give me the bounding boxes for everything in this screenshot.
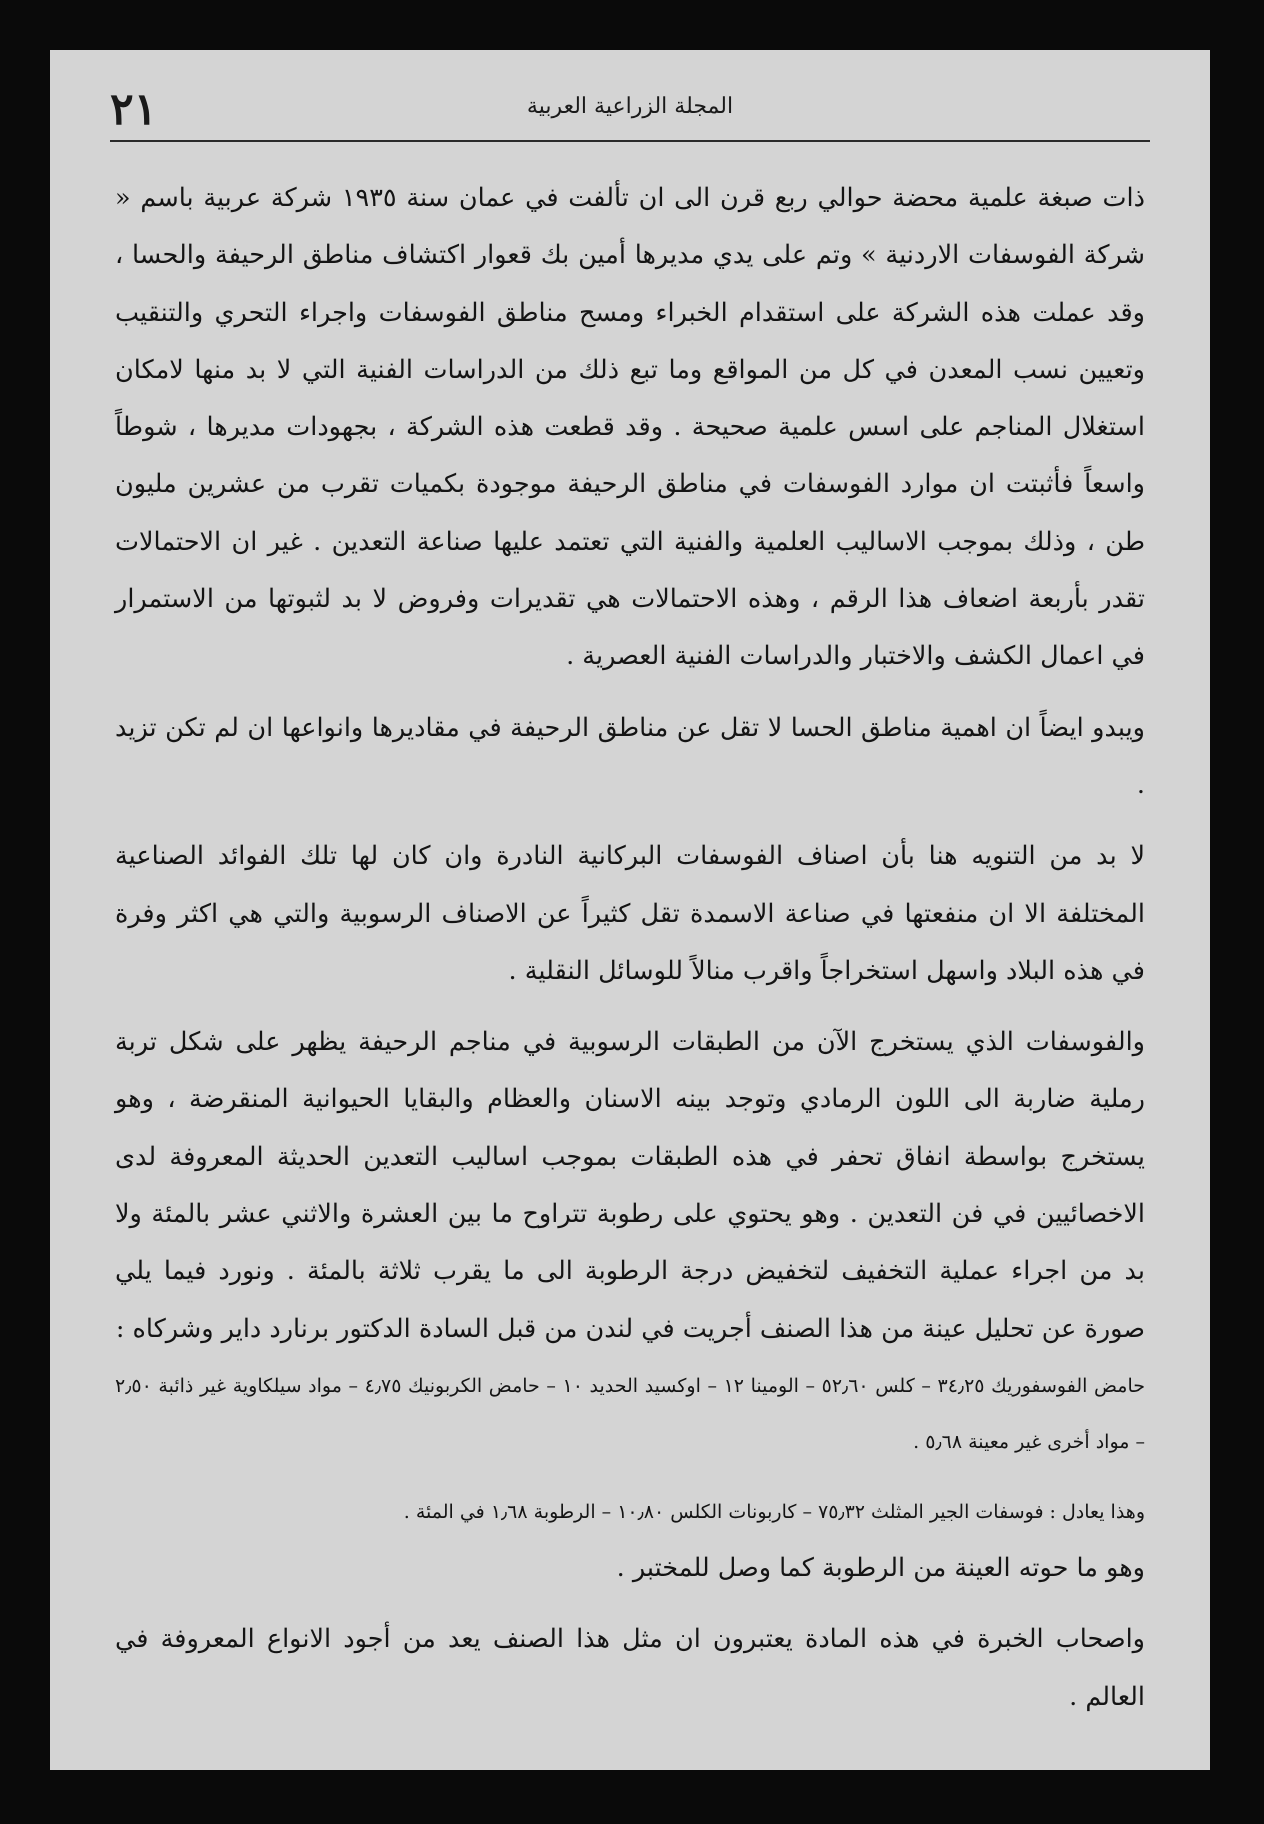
journal-title: المجلة الزراعية العربية — [526, 94, 734, 119]
paragraph-quality-conclusion: واصحاب الخبرة في هذه المادة يعتبرون ان مثل هذا الصنف يعد من أجود الانواع المعروفة في العالم . — [115, 1624, 1145, 1712]
paragraph-hasa-importance: ويبدو ايضاً ان اهمية مناطق الحسا لا تقل عن مناطق الرحيفة في مقاديرها وانواعها ان لم تكن تزيد . — [115, 712, 1145, 800]
paragraph-rusaifa-extraction: والفوسفات الذي يستخرج الآن من الطبقات الرسوبية في مناجم الرحيفة يظهر على شكل تربة رملية ضاربة الى اللون الرمادي وتوجد بينه الاسنان والعظام والبقايا الحيوانية المنقرضة ، وهو يستخرج بواسطة انفاق تحفر في هذه الطبقات بموجب اساليب التعدين الحديثة المعروفة لدى الاخصائيين في فن التعدين . وهو يحتوي على رطوبة تتراوح ما بين العشرة والاثني عشر بالمئة ولا بد من اجراء عملية التخفيف لتخفيض درجة الرطوبة الى ما يقرب ثلاثة بالمئة . ونورد فيما يلي صورة عن تحليل عينة من هذا الصنف أجريت في لندن من قبل السادة الدكتور برنارد داير وشركاه : — [115, 1027, 1145, 1344]
paragraph-analysis-results: حامض الفوسفوريك ٣٤٫٢٥ – كلس ٥٢٫٦٠ – الومينا ١٢ – اوكسيد الحديد ١٠ – حامض الكربونيك ٤٫٧٥ – مواد سيلكاوية غير ذائبة ٢٫٥٠ – مواد أخرى غير معينة ٥٫٦٨ . — [115, 1374, 1145, 1453]
page-number: ٢١ — [110, 84, 158, 135]
scanned-page — [50, 50, 1210, 1770]
paragraph-phosphate-company: ذات صبغة علمية محضة حوالي ربع قرن الى ان تألفت في عمان سنة ١٩٣٥ شركة عربية باسم « شركة الفوسفات الاردنية » وتم على يدي مديرها أمين بك قعوار اكتشاف مناطق الرحيفة والحسا ، وقد عملت هذه الشركة على استقدام الخبراء ومسح مناطق الفوسفات واجراء التحري والتنقيب وتعيين نسب المعدن في كل من المواقع وما تبع ذلك من الدراسات الفنية التي لا بد منها لامكان استغلال المناجم على اسس علمية صحيحة . وقد قطعت هذه الشركة ، بجهودات مديرها ، شوطاً واسعاً فأثبتت ان موارد الفوسفات في مناطق الرحيفة موجودة بكميات تقرب من عشرين مليون طن ، وذلك بموجب الاساليب العلمية والفنية التي تعتمد عليها صناعة التعدين . غير ان الاحتمالات تقدر بأربعة اضعاف هذا الرقم ، وهذه الاحتمالات هي تقديرات وفروض لا بد لثبوتها من الاستمرار في اعمال الكشف والاختبار والدراسات الفنية العصرية . — [115, 183, 1145, 672]
paragraph-equivalent-composition: وهذا يعادل : فوسفات الجير المثلث ٧٥٫٣٢ – كاربونات الكلس ١٠٫٨٠ – الرطوبة ١٫٦٨ في المئة . — [403, 1500, 1145, 1523]
paragraph-moisture-note: وهو ما حوته العينة من الرطوبة كما وصل للمختبر . — [616, 1552, 1145, 1583]
paragraph-volcanic-phosphates: لا بد من التنويه هنا بأن اصناف الفوسفات البركانية النادرة وان كان لها تلك الفوائد الصناعية المختلفة الا ان منفعتها في صناعة الاسمدة تقل كثيراً عن الاصناف الرسوبية والتي هي اكثر وفرة في هذه البلاد واسهل استخراجاً واقرب منالاً للوسائل النقلية . — [115, 841, 1145, 986]
article-body — [115, 170, 1145, 1740]
page-header — [110, 80, 1150, 142]
